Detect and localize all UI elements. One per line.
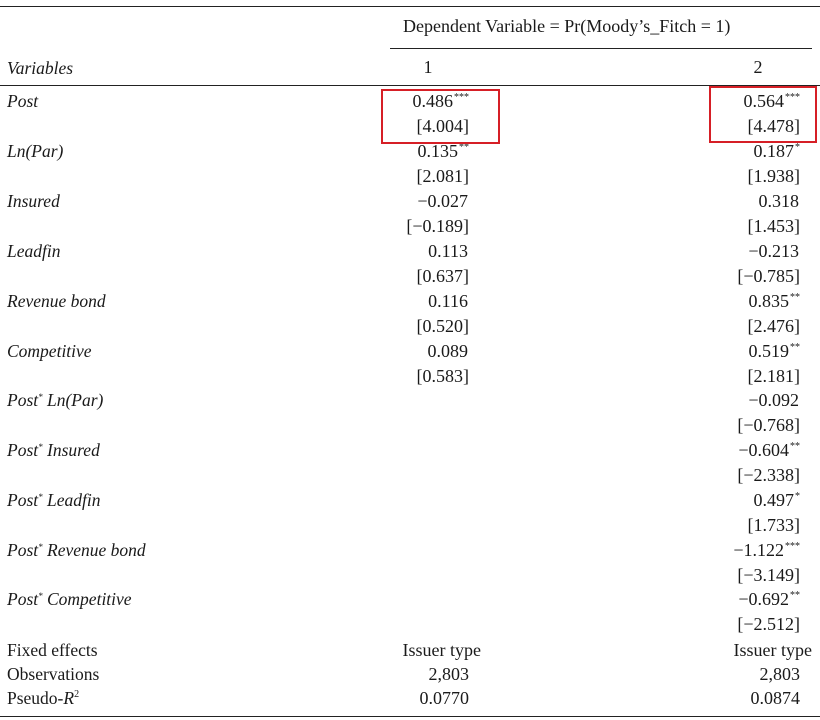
coef-cell: 0.089 (427, 341, 468, 361)
tstat-cell: [1.453] (747, 216, 800, 236)
row-label: Post (7, 91, 39, 111)
tstat-cell: [2.081] (416, 166, 469, 186)
header-rule (0, 85, 820, 86)
tstat-cell: [−2.338] (737, 465, 800, 485)
row-label: Leadfin (7, 241, 61, 261)
tstat-cell: [2.476] (747, 316, 800, 336)
tstat-cell: [0.520] (416, 316, 469, 336)
row-label: Post* Insured (7, 440, 100, 460)
fixed-effects-c1: Issuer type (402, 640, 481, 660)
coef-cell: −0.692** (738, 589, 800, 609)
coef-cell: −0.027 (417, 191, 468, 211)
tstat-cell: [0.583] (416, 366, 469, 386)
tstat-cell: [−2.512] (737, 614, 800, 634)
coef-cell: 0.113 (428, 241, 468, 261)
header-underline (390, 48, 812, 49)
coef-cell: 0.135** (417, 141, 469, 161)
column-1-header: 1 (423, 57, 433, 77)
bottom-rule (0, 716, 820, 717)
row-label: Competitive (7, 341, 92, 361)
tstat-cell: [−0.768] (737, 415, 800, 435)
coef-cell: −0.092 (748, 390, 799, 410)
fixed-effects-c2: Issuer type (733, 640, 812, 660)
row-label: Post* Ln(Par) (7, 390, 104, 410)
tstat-cell: [4.004] (416, 116, 469, 136)
highlight-box-col1 (381, 89, 500, 144)
observations-label: Observations (7, 664, 100, 684)
tstat-cell: [−0.189] (406, 216, 469, 236)
coef-cell: 0.486*** (412, 91, 469, 111)
tstat-cell: [−3.149] (737, 565, 800, 585)
dependent-variable-header: Dependent Variable = Pr(Moody’s_Fitch = 1) (403, 16, 731, 36)
coef-cell: 0.497* (753, 490, 800, 510)
row-label: Ln(Par) (7, 141, 64, 161)
fixed-effects-label: Fixed effects (7, 640, 98, 660)
row-label: Post* Competitive (7, 589, 132, 609)
column-2-header: 2 (753, 57, 763, 77)
tstat-cell: [−0.785] (737, 266, 800, 286)
top-rule (0, 6, 820, 7)
tstat-cell: [1.733] (747, 515, 800, 535)
tstat-cell: [2.181] (747, 366, 800, 386)
coef-cell: −0.604** (738, 440, 800, 460)
pseudo-r2-c1: 0.0770 (419, 688, 469, 708)
row-label: Insured (7, 191, 60, 211)
row-label: Post* Revenue bond (7, 540, 146, 560)
coef-cell: 0.835** (748, 291, 800, 311)
observations-c2: 2,803 (759, 664, 800, 684)
pseudo-r2-label: Pseudo-$R^2$ (7, 688, 80, 708)
tstat-cell: [1.938] (747, 166, 800, 186)
row-label: Revenue bond (7, 291, 106, 311)
coef-cell: 0.116 (428, 291, 468, 311)
row-label: Post* Leadfin (7, 490, 101, 510)
tstat-cell: [4.478] (747, 116, 800, 136)
pseudo-r2-c2: 0.0874 (750, 688, 800, 708)
coef-cell: −1.122*** (733, 540, 800, 560)
tstat-cell: [0.637] (416, 266, 469, 286)
coef-cell: 0.187* (753, 141, 800, 161)
coef-cell: −0.213 (748, 241, 799, 261)
variables-label: Variables (7, 58, 74, 78)
coef-cell: 0.564*** (743, 91, 800, 111)
observations-c1: 2,803 (428, 664, 469, 684)
coef-cell: 0.519** (748, 341, 800, 361)
coef-cell: 0.318 (758, 191, 799, 211)
highlight-box-col2 (709, 86, 817, 143)
